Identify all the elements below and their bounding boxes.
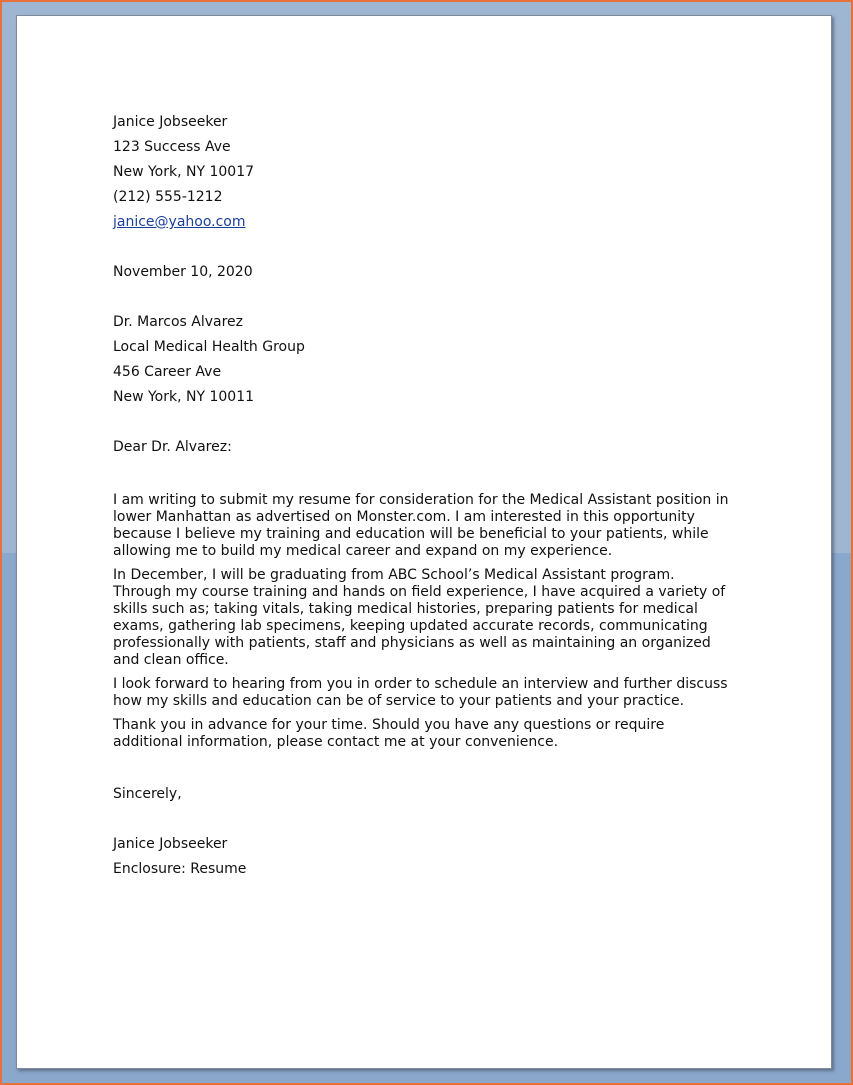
spacer (113, 410, 753, 435)
signature: Janice Jobseeker (113, 836, 228, 852)
spacer (113, 710, 753, 717)
recipient-street: 456 Career Ave (113, 364, 222, 380)
body-paragraph-1: I am writing to submit my resume for consideration for the Medical Assistant position in lower Manhattan as advertised on Monster.com. I am interested in this opportunity because I believe my training and education will be beneficial to your patients, while allowing me to build my medical career and expand on my experience. (113, 492, 729, 559)
document-page (16, 15, 832, 1069)
spacer (113, 285, 753, 310)
spacer (113, 751, 753, 782)
enclosure: Enclosure: Resume (113, 861, 247, 877)
sender-street: 123 Success Ave (113, 139, 231, 155)
recipient-name: Dr. Marcos Alvarez (113, 314, 244, 330)
sender-city: New York, NY 10017 (113, 164, 255, 180)
sender-email-line (113, 210, 753, 235)
sender-email-link[interactable]: janice@yahoo.com (113, 214, 246, 230)
recipient-organization: Local Medical Health Group (113, 339, 305, 355)
spacer (113, 460, 753, 492)
letter-date: November 10, 2020 (113, 264, 253, 280)
spacer (113, 669, 753, 676)
salutation: Dear Dr. Alvarez: (113, 439, 232, 455)
body-paragraph-4: Thank you in advance for your time. Should you have any questions or require additional information, please contact me at your convenience. (113, 717, 665, 750)
spacer (113, 560, 753, 567)
spacer (113, 235, 753, 260)
recipient-city: New York, NY 10011 (113, 389, 255, 405)
letter-body (113, 110, 753, 882)
body-paragraph-3: I look forward to hearing from you in order to schedule an interview and further discuss how my skills and education can be of service to your patients and your practice. (113, 676, 728, 709)
sender-name: Janice Jobseeker (113, 114, 228, 130)
body-paragraph-2: In December, I will be graduating from ABC School’s Medical Assistant program. Through my course training and hands on field experience, I have acquired a variety of skills such as; taking vitals, taking medical histories, preparing patients for medical exams, gathering lab specimens, keeping updated accurate records, communicating professionally with patients, staff and physicians as well as maintaining an organized and clean office. (113, 567, 726, 668)
spacer (113, 807, 753, 832)
closing: Sincerely, (113, 786, 182, 802)
sender-phone: (212) 555-1212 (113, 189, 223, 205)
